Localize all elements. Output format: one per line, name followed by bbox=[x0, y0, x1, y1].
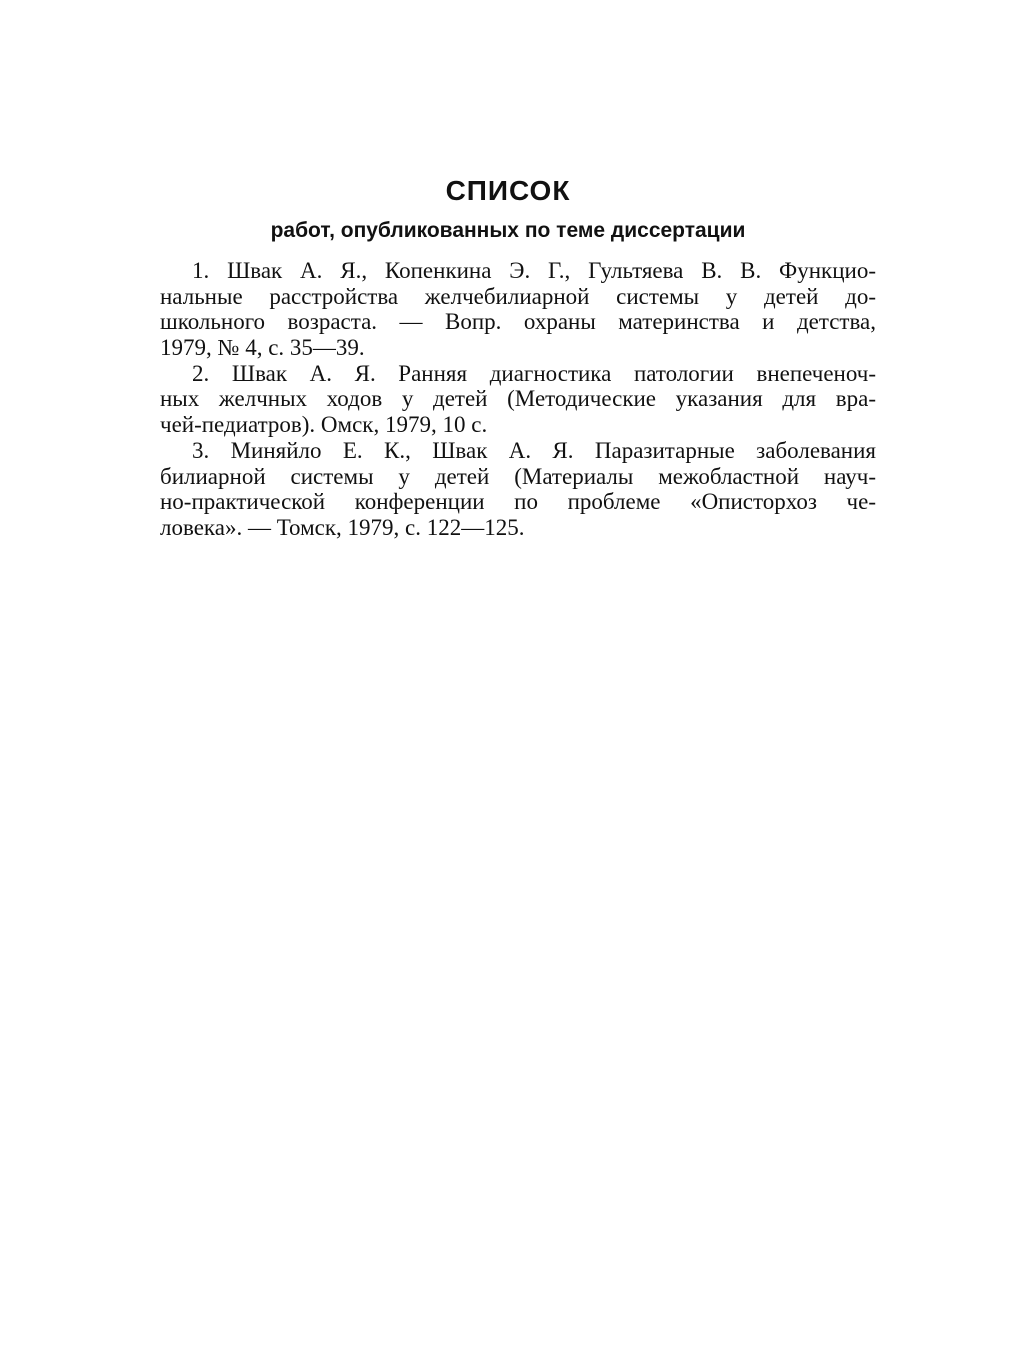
reference-line: 1. Швак А. Я., Копенкина Э. Г., Гультяева В. В. Функцио- bbox=[192, 258, 876, 283]
page-title: СПИСОК bbox=[445, 175, 571, 206]
reference-item bbox=[160, 361, 876, 438]
reference-list bbox=[160, 258, 876, 541]
reference-line: билиарной системы у детей (Материалы межобластной науч- bbox=[160, 463, 876, 489]
reference-line: ных желчных ходов у детей (Методические указания для вра- bbox=[160, 386, 876, 412]
reference-line: чей-педиатров). Омск, 1979, 10 с. bbox=[160, 412, 488, 438]
reference-line: но-практической конференции по проблеме «Описторхоз че- bbox=[160, 489, 876, 515]
reference-item bbox=[160, 258, 876, 361]
reference-line: 2. Швак А. Я. Ранняя диагностика патологии внепеченоч- bbox=[192, 360, 876, 386]
reference-line: школьного возраста. — Вопр. охраны материнства и детства, bbox=[160, 309, 876, 335]
page-subtitle: работ, опубликованных по теме диссертации bbox=[270, 219, 746, 242]
reference-line: 1979, № 4, с. 35—39. bbox=[160, 335, 365, 361]
reference-line: ловека». — Томск, 1979, с. 122—125. bbox=[160, 514, 525, 540]
reference-item bbox=[160, 438, 876, 541]
reference-line: нальные расстройства желчебилиарной системы у детей до- bbox=[160, 283, 876, 309]
reference-line: 3. Миняйло Е. К., Швак А. Я. Паразитарные заболевания bbox=[192, 437, 876, 463]
